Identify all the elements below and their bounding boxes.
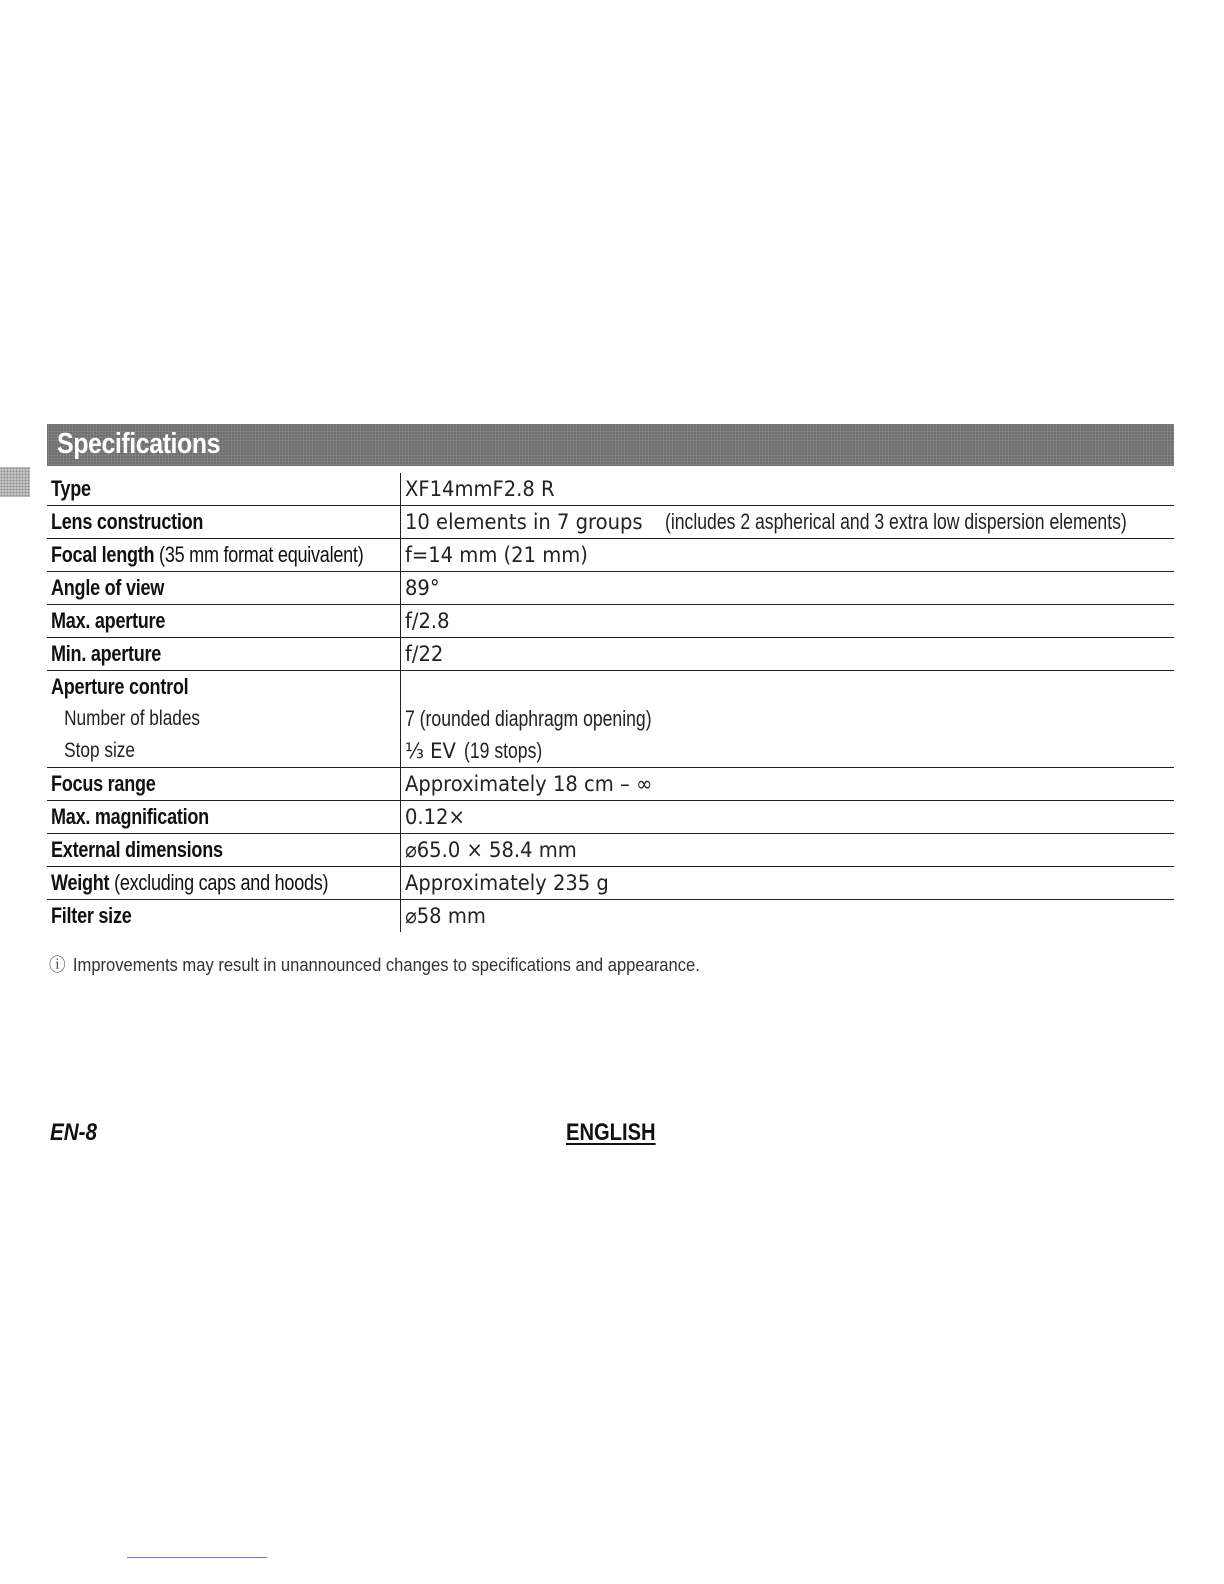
spec-row-lens-construction: [47, 506, 1174, 539]
spec-row-focus-range: [47, 768, 1174, 801]
caution-icon: ⓘ: [49, 955, 66, 975]
spec-label-type: Type: [51, 476, 91, 501]
spec-label-max-aperture: Max. aperture: [51, 608, 166, 633]
spec-label-min-aperture: Min. aperture: [51, 641, 162, 666]
section-header: [47, 424, 1174, 466]
spec-row-external-dimensions: [47, 834, 1174, 867]
spec-label-filter-size: Filter size: [51, 903, 132, 928]
spec-value-focal-length: f=14 mm (21 mm): [405, 543, 588, 567]
spec-value-number-of-blades: 7 (rounded diaphragm opening): [405, 706, 652, 731]
spec-label-focal-length: Focal length: [51, 542, 155, 567]
spec-value-type: XF14mmF2.8 R: [405, 477, 555, 501]
spec-row-angle-of-view: [47, 572, 1174, 605]
page-number: EN-8: [50, 1119, 98, 1146]
spec-value-stop-size-note: (19 stops): [464, 738, 543, 763]
spec-value-external-dimensions: ⌀65.0 × 58.4 mm: [405, 838, 577, 862]
spec-label-focal-length-note: (35 mm format equivalent): [159, 542, 364, 567]
spec-value-lens-construction: 10 elements in 7 groups: [405, 510, 643, 534]
language-label: ENGLISH: [566, 1119, 656, 1146]
spec-value-weight: Approximately 235 g: [405, 871, 609, 895]
spec-label-angle-of-view: Angle of view: [51, 575, 165, 600]
spec-label-max-magnification: Max. magnification: [51, 804, 209, 829]
spec-label-weight: Weight: [51, 870, 110, 895]
spec-label-aperture-control: Aperture control: [51, 674, 189, 699]
spec-table: [47, 473, 1174, 932]
spec-row-weight: [47, 867, 1174, 900]
spec-label-weight-note: (excluding caps and hoods): [114, 870, 329, 895]
spec-row-type: [47, 473, 1174, 506]
spec-label-number-of-blades: Number of blades: [64, 707, 201, 730]
spec-value-filter-size: ⌀58 mm: [405, 904, 486, 928]
spec-value-max-aperture: f/2.8: [405, 609, 450, 633]
spec-row-max-aperture: [47, 605, 1174, 638]
spec-value-lens-construction-note: (includes 2 aspherical and 3 extra low dispersion elements): [664, 509, 1127, 534]
spec-value-stop-size: ⅓ EV: [405, 739, 456, 763]
spec-row-focal-length: [47, 539, 1174, 572]
spec-row-min-aperture: [47, 638, 1174, 671]
spec-row-number-of-blades: [47, 703, 1174, 735]
side-tab-marker: [0, 467, 30, 497]
spec-row-stop-size: [47, 735, 1174, 768]
section-title: Specifications: [57, 428, 221, 460]
spec-label-focus-range: Focus range: [51, 771, 156, 796]
spec-label-lens-construction: Lens construction: [51, 509, 204, 534]
spec-label-external-dimensions: External dimensions: [51, 837, 223, 862]
bottom-rule: [127, 1557, 267, 1558]
spec-value-max-magnification: 0.12×: [405, 805, 465, 829]
spec-row-aperture-control: [47, 671, 1174, 704]
spec-row-max-magnification: [47, 801, 1174, 834]
footnote-text: Improvements may result in unannounced changes to specifications and appearance.: [72, 955, 700, 975]
spec-value-min-aperture: f/22: [405, 642, 444, 666]
spec-row-filter-size: [47, 900, 1174, 933]
spec-value-focus-range: Approximately 18 cm – ∞: [405, 772, 653, 796]
spec-label-stop-size: Stop size: [64, 739, 135, 762]
footnote: [49, 951, 700, 977]
spec-value-angle-of-view: 89°: [405, 576, 440, 600]
